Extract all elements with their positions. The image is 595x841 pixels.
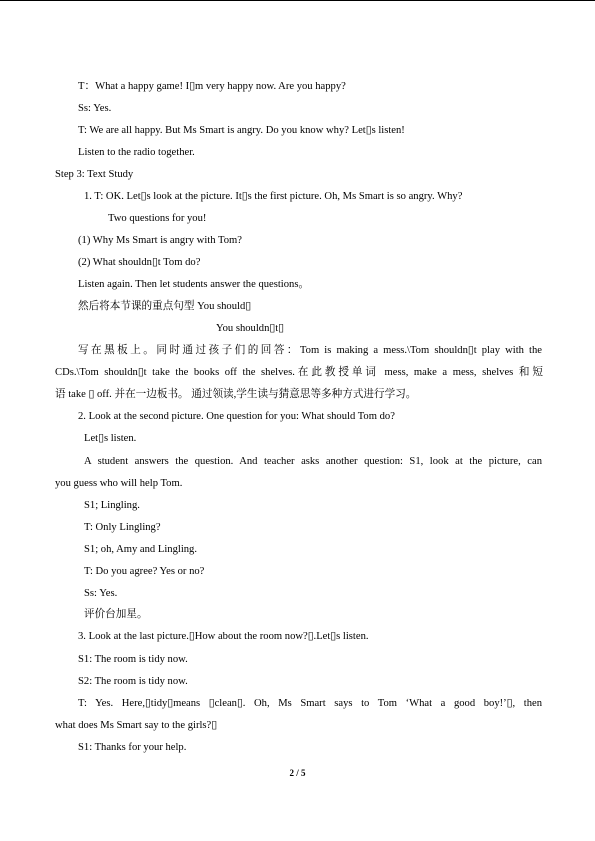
text-line: (1) Why Ms Smart is angry with Tom?: [78, 235, 242, 246]
text-line: S1: The room is tidy now.: [78, 654, 188, 665]
text-line: S1: Thanks for your help.: [78, 742, 187, 753]
text-line: T: Only Lingling?: [84, 522, 161, 533]
text-line: S2: The room is tidy now.: [78, 676, 188, 687]
text-line: Two questions for you!: [108, 213, 207, 224]
text-line: 写在黑板上。同时通过孩子们的回答：Tom is making a mess.\Tom shouldn▯t play with the: [78, 345, 542, 356]
text-line: (2) What shouldn▯t Tom do?: [78, 257, 201, 268]
text-line: CDs.\Tom shouldn▯t take the books off the shelves.在此教授单词 mess, make a mess, shelves 和短: [55, 367, 543, 378]
text-line: You shouldn▯t▯: [216, 323, 284, 334]
section-heading: Step 3: Text Study: [55, 169, 134, 180]
text-line: 1. T: OK. Let▯s look at the picture. It▯s the first picture. Oh, Ms Smart is so angry. Why?: [84, 191, 463, 202]
text-line: T：What a happy game! I▯m very happy now. Are you happy?: [78, 81, 346, 92]
text-line: 语 take ▯ off. 并在一边板书。 通过领读,学生读与猜意思等多种方式进行学习。: [55, 389, 417, 400]
text-line: Ss: Yes.: [84, 588, 118, 599]
text-line: Ss: Yes.: [78, 103, 112, 114]
text-line: T: Yes. Here,▯tidy▯means ▯clean▯. Oh, Ms Smart says to Tom ‘What a good boy!’▯, then: [78, 698, 542, 709]
text-line: 评价台加星。: [84, 609, 148, 620]
text-line: S1; oh, Amy and Lingling.: [84, 544, 198, 555]
text-line: A student answers the question. And teacher asks another question: S1, look at the picture, can: [84, 456, 542, 467]
text-line: 3. Look at the last picture.▯How about the room now?▯.Let▯s listen.: [78, 631, 369, 642]
top-rule: [0, 0, 595, 1]
page-number: 2 / 5: [289, 768, 306, 778]
text-line: T: We are all happy. But Ms Smart is angry. Do you know why? Let▯s listen!: [78, 125, 405, 136]
text-line: Listen to the radio together.: [78, 147, 195, 158]
text-line: Let▯s listen.: [84, 433, 137, 444]
text-line: 然后将本节课的重点句型 You should▯: [78, 301, 252, 312]
text-line: what does Ms Smart say to the girls?▯: [55, 720, 218, 731]
text-line: Listen again. Then let students answer the questions。: [78, 279, 310, 290]
text-line: you guess who will help Tom.: [55, 478, 183, 489]
text-line: S1; Lingling.: [84, 500, 140, 511]
text-line: 2. Look at the second picture. One question for you: What should Tom do?: [78, 411, 395, 422]
text-line: T: Do you agree? Yes or no?: [84, 566, 205, 577]
